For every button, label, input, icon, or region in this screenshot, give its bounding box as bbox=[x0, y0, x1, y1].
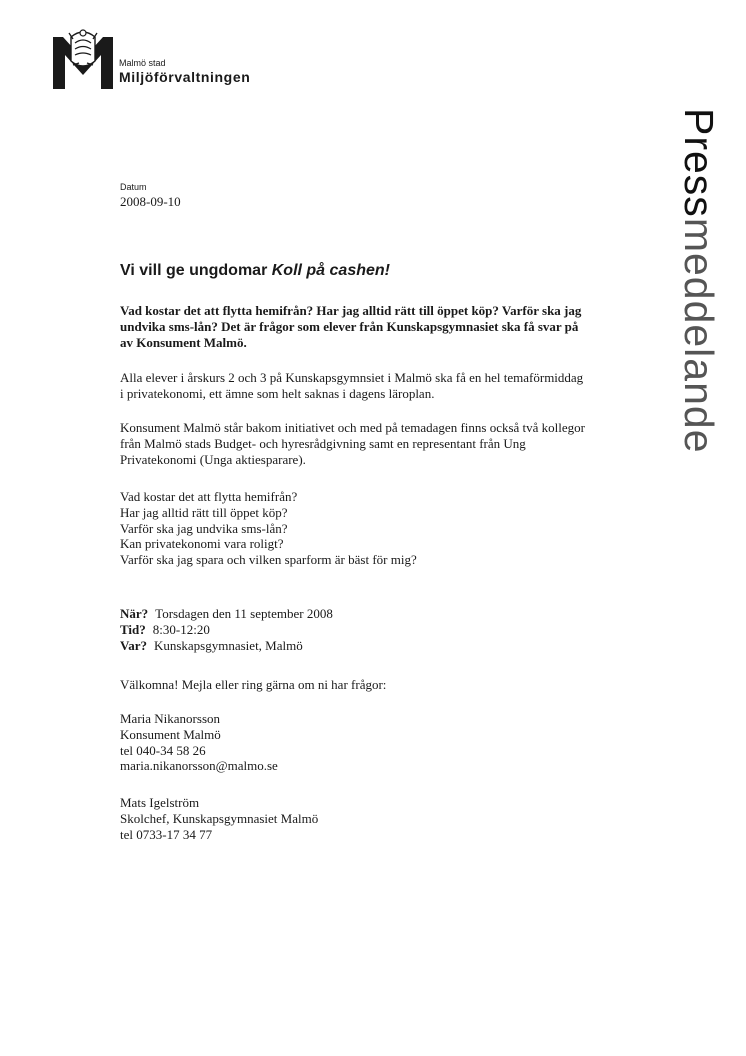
pressmeddelande-vertical-title bbox=[676, 108, 722, 454]
contact-phone: tel 0733-17 34 77 bbox=[120, 826, 213, 842]
date-value: 2008-09-10 bbox=[120, 194, 181, 209]
meddelande-word: meddelande bbox=[676, 217, 722, 454]
headline-prefix: Vi vill ge ungdomar bbox=[120, 262, 272, 279]
where-label: Var? bbox=[120, 637, 147, 653]
welcome-text: Välkomna! Mejla eller ring gärna om ni har frågor: bbox=[120, 677, 387, 692]
contact-organization: Konsument Malmö bbox=[120, 726, 221, 742]
question-item: Varför ska jag undvika sms-lån? bbox=[120, 520, 288, 536]
when-value: Torsdagen den 11 september 2008 bbox=[155, 606, 333, 621]
event-info bbox=[120, 606, 590, 653]
headline-emphasis: Koll på cashen! bbox=[271, 262, 390, 279]
question-item: Vad kostar det att flytta hemifrån? bbox=[120, 489, 298, 504]
where-value: Kunskapsgymnasiet, Malmö bbox=[153, 637, 303, 653]
when-label: När? bbox=[120, 606, 149, 621]
body-paragraph-1: Alla elever i årskurs 2 och 3 på Kunskapsgymnsiet i Malmö ska få en hel temaförmiddag i privatekonomi, ett ämne som helt saknas i dagens läroplan. bbox=[120, 370, 584, 401]
question-item: Kan privatekonomi vara roligt? bbox=[120, 536, 284, 552]
time-value: 8:30-12:20 bbox=[152, 621, 210, 637]
contact-name: Mats Igelström bbox=[120, 795, 200, 810]
event-where-row bbox=[120, 638, 590, 654]
contact-name: Maria Nikanorsson bbox=[120, 711, 221, 726]
contact-phone: tel 040-34 58 26 bbox=[120, 742, 206, 758]
event-when-row bbox=[120, 606, 590, 622]
malmo-coat-of-arms-logo bbox=[53, 25, 113, 89]
lead-paragraph: Vad kostar det att flytta hemifrån? Har jag alltid rätt till öppet köp? Varför ska jag undvika sms-lån? Det är frågor som elever från Kunskapsgymnasiet ska få svar på av Konsument Malmö. bbox=[120, 303, 582, 350]
question-item: Har jag alltid rätt till öppet köp? bbox=[120, 504, 288, 520]
organization-header bbox=[119, 58, 250, 85]
contact-block-2 bbox=[120, 795, 590, 842]
question-item: Varför ska jag spara och vilken sparform är bäst för mig? bbox=[120, 552, 417, 568]
press-word: Press bbox=[676, 108, 722, 218]
contact-organization: Skolchef, Kunskapsgymnasiet Malmö bbox=[120, 810, 319, 826]
time-label: Tid? bbox=[120, 621, 146, 637]
body-paragraph-2: Konsument Malmö står bakom initiativet och med på temadagen finns också två kollegor från Malmö stads Budget- och hyresrådgivning samt en representant från Ung Privatekonomi (Unga aktiesparare). bbox=[120, 420, 585, 467]
headline bbox=[120, 262, 390, 280]
event-time-row bbox=[120, 622, 590, 638]
city-name: Malmö stad bbox=[119, 58, 166, 68]
question-list bbox=[120, 489, 590, 568]
date-label: Datum bbox=[120, 182, 147, 192]
contact-block-1 bbox=[120, 711, 590, 774]
contact-email: maria.nikanorsson@malmo.se bbox=[120, 758, 278, 774]
department-name: Miljöförvaltningen bbox=[119, 69, 251, 85]
